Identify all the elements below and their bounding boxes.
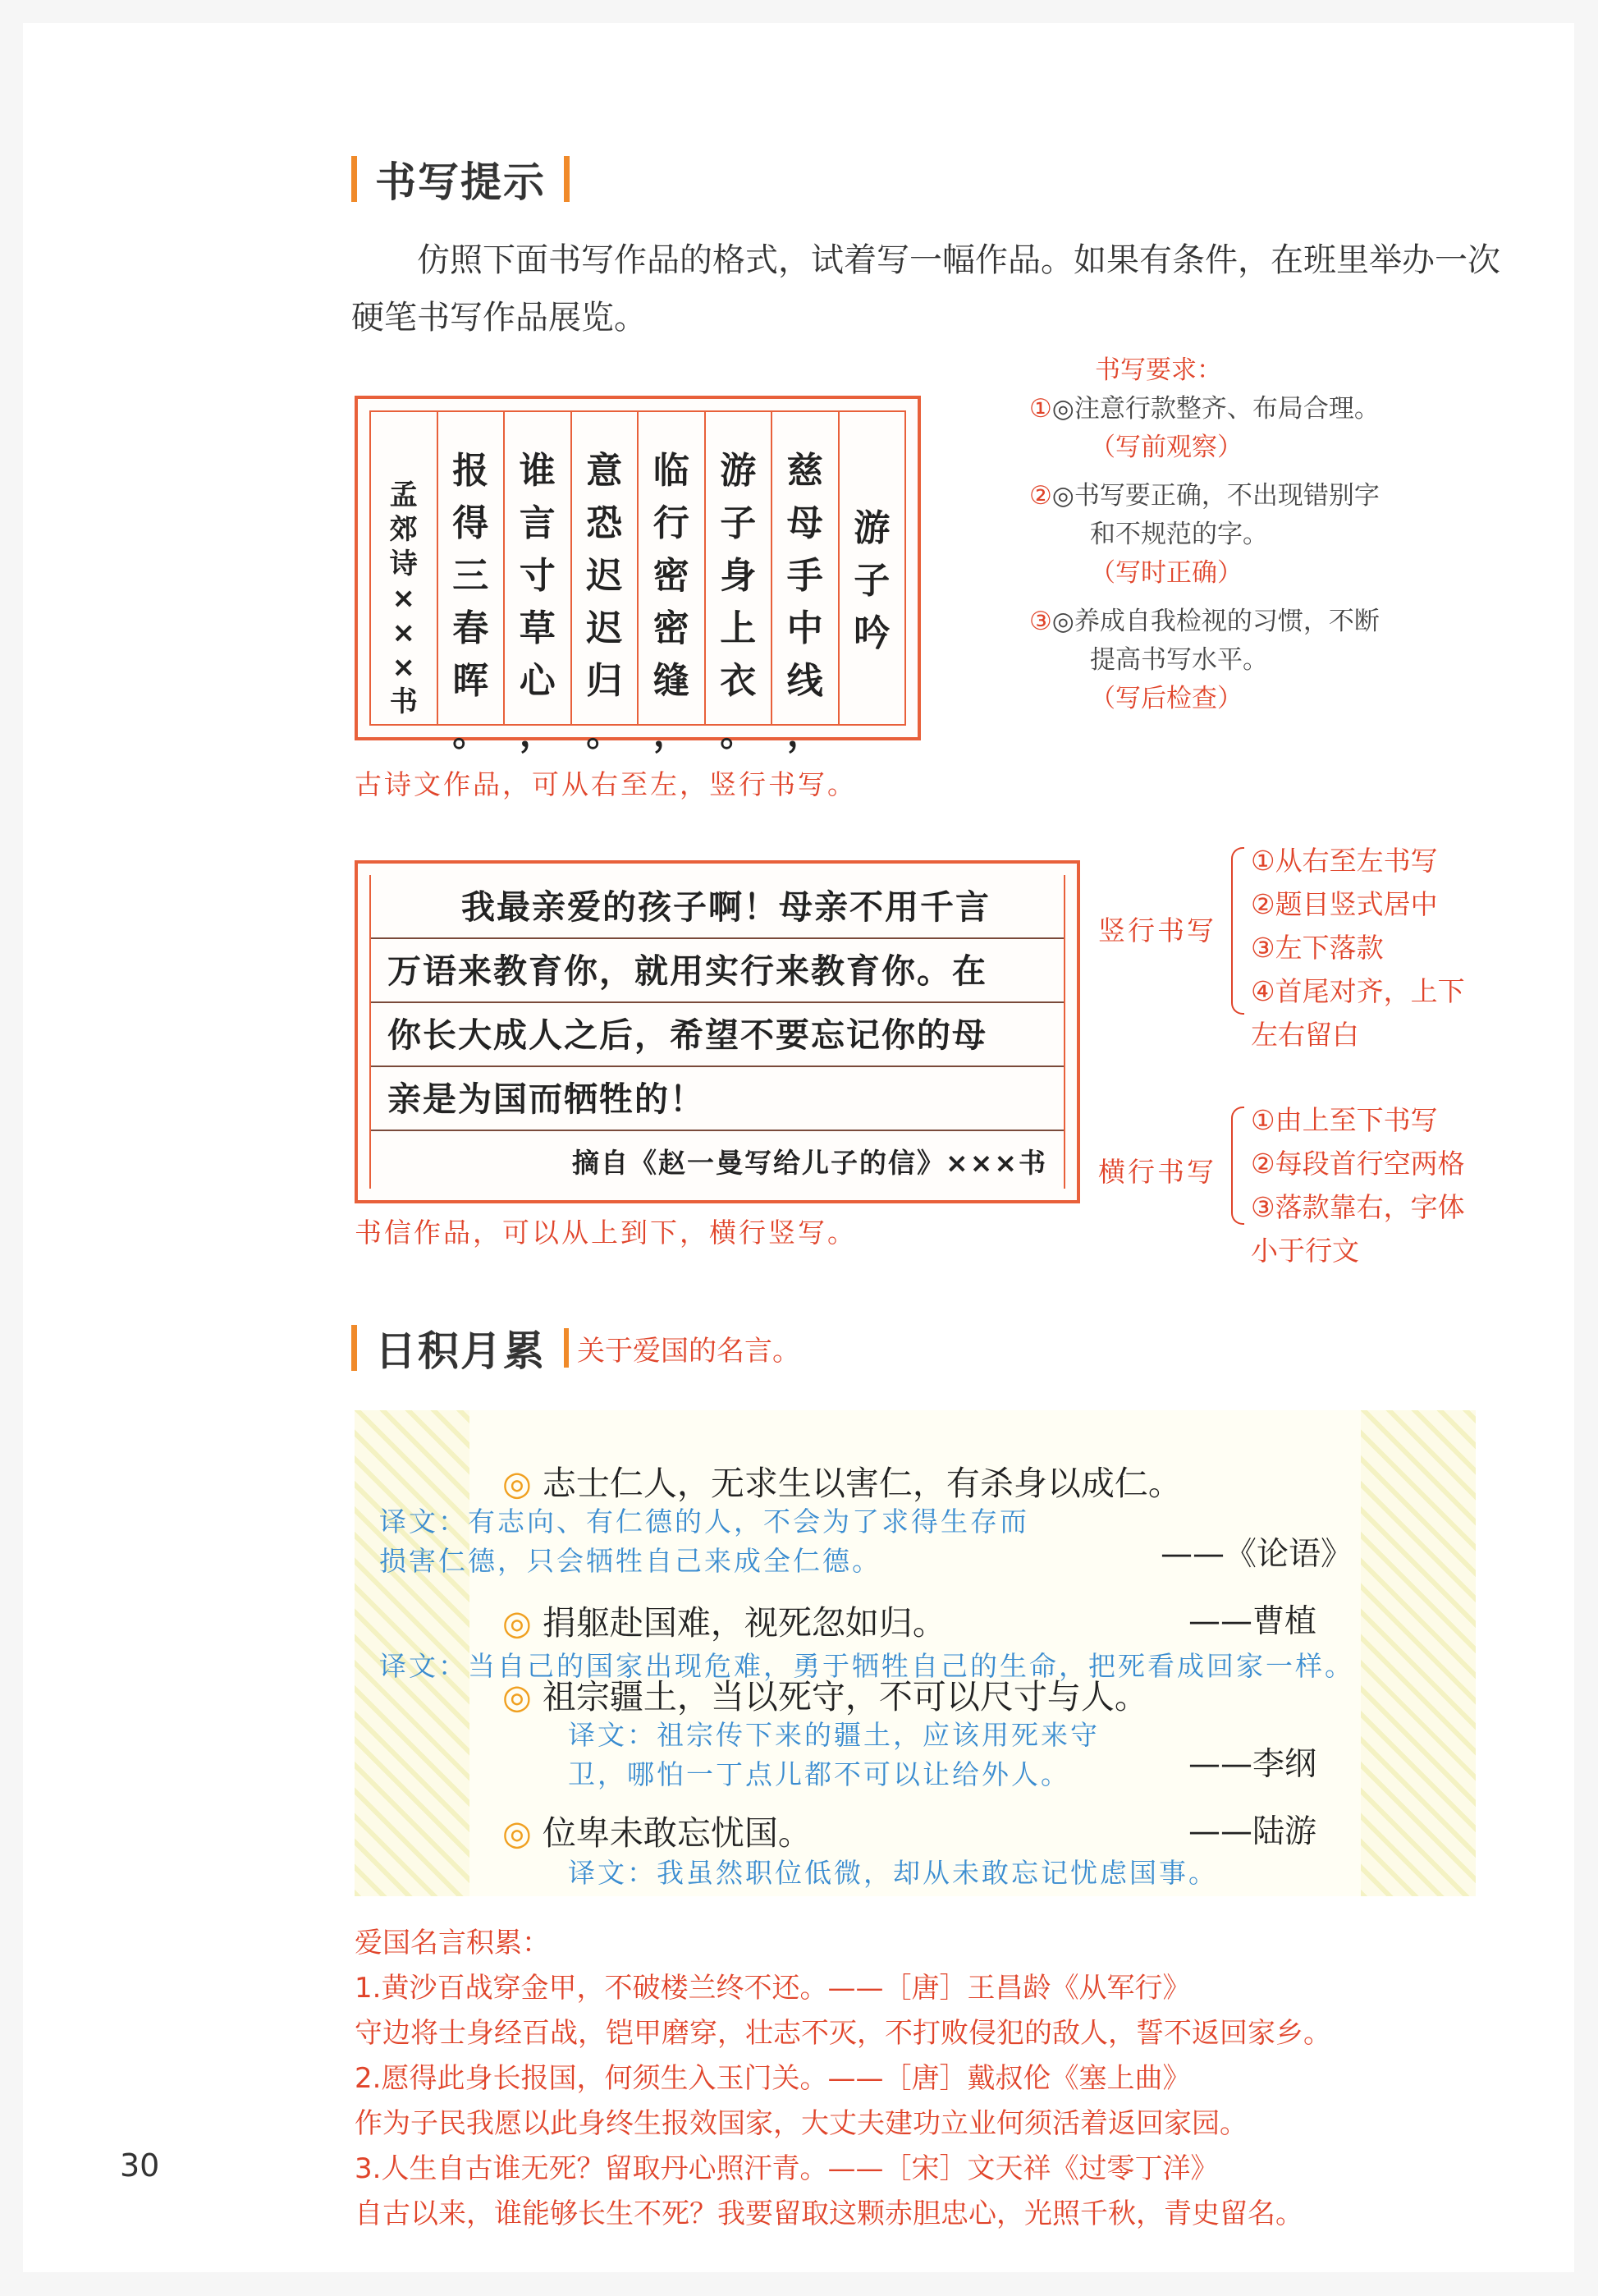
patriotic-quotes-notes — [355, 1921, 1536, 2237]
poem-column-title — [838, 412, 905, 724]
quotes-panel — [355, 1410, 1476, 1896]
poem-column-line — [637, 412, 704, 754]
notes-title: 爱国名言积累： — [355, 1927, 550, 1959]
poem-column-line — [570, 412, 638, 754]
poem-character: ， — [519, 713, 556, 754]
quote-source: ——曹植 — [1188, 1603, 1317, 1640]
poem-columns — [369, 410, 906, 754]
section-heading-daily — [351, 1318, 800, 1377]
poem-character: 慈 — [786, 450, 823, 492]
poem-column-line — [437, 412, 504, 754]
letter-line: 我最亲爱的孩子啊！母亲不用千言 — [371, 875, 1064, 939]
poem-character: 迟 — [586, 555, 623, 597]
poem-character: 得 — [452, 502, 489, 544]
poem-character: 报 — [452, 450, 489, 492]
poem-character: 孟 — [389, 479, 418, 511]
heading-bar-right — [564, 1328, 569, 1368]
poem-character: 诗 — [389, 548, 418, 580]
letter-line: 亲是为国而牺牲的！ — [371, 1067, 1064, 1131]
poem-character: 。 — [720, 713, 757, 754]
quote-bullet-icon: ◎ — [502, 1603, 532, 1643]
poem-artwork-frame — [355, 396, 921, 754]
poem-character: 身 — [720, 555, 757, 597]
section-title: 日积月累 — [375, 1327, 546, 1375]
poem-character: 吟 — [854, 612, 891, 654]
poem-character: 线 — [786, 660, 823, 702]
poem-character: 恐 — [586, 502, 623, 544]
brace-icon — [1231, 1107, 1244, 1225]
notes-line: 守边将士身经百战，铠甲磨穿，壮志不灭，不打败侵犯的敌人，誓不返回家乡。 — [355, 2017, 1331, 2050]
requirement-item: ①◎注意行款整齐、布局合理。 （写前观察） — [1029, 394, 1380, 462]
quote-translation: 卫，哪怕一丁点儿都不可以让给外人。 — [568, 1758, 1070, 1790]
heading-bar-right — [564, 156, 570, 202]
notes-line: 作为子民我愿以此身终生报效国家，大丈夫建功立业何须活着返回家园。 — [355, 2107, 1248, 2140]
section-heading-writing-tips — [351, 149, 570, 209]
notes-line: 3.人生自古谁无死？留取丹心照汗青。——［宋］文天祥《过零丁洋》 — [355, 2152, 1219, 2185]
letter-line: 你长大成人之后，希望不要忘记你的母 — [371, 1003, 1064, 1067]
letter-line: 万语来教育你，就用实行来教育你。在 — [371, 939, 1064, 1003]
intro-paragraph: 仿照下面书写作品的格式，试着写一幅作品。如果有条件，在班里举办一次硬笔书写作品展览。 — [351, 241, 1500, 337]
letter-signature: 摘自《赵一曼写给儿子的信》×××书 — [572, 1147, 1047, 1179]
quote-line: ◎ 祖宗疆土，当以死守，不可以尺寸与人。 — [502, 1677, 1148, 1716]
notes-line: 2.愿得此身长报国，何须生入玉门关。——［唐］戴叔伦《塞上曲》 — [355, 2062, 1191, 2095]
page-number: 30 — [120, 2147, 160, 2184]
poem-character: 游 — [854, 507, 891, 549]
horizontal-writing-notes: ①由上至下书写 ②每段首行空两格 ③落款靠右，字体 小于行文 — [1251, 1104, 1465, 1267]
poem-character: × — [391, 616, 415, 649]
quote-source: ——陆游 — [1188, 1813, 1317, 1850]
brace-icon — [1231, 847, 1244, 1015]
poem-caption: 古诗文作品，可从右至左，竖行书写。 — [355, 768, 857, 800]
notes-line: 1.黄沙百战穿金甲，不破楼兰终不还。——［唐］王昌龄《从军行》 — [355, 1972, 1191, 2005]
quote-translation: 译文：有志向、有仁德的人，不会为了求得生存而 — [379, 1505, 1029, 1538]
poem-character: 中 — [786, 607, 823, 649]
requirement-item: ③◎养成自我检视的习惯，不断 提高书写水平。 （写后检查） — [1029, 607, 1380, 713]
poem-character: × — [391, 582, 415, 615]
letter-caption: 书信作品，可以从上到下，横行竖写。 — [355, 1217, 857, 1249]
section-title: 书写提示 — [375, 158, 546, 206]
poem-character: 三 — [452, 555, 489, 597]
requirement-item: ②◎书写要正确，不出现错别字 和不规范的字。 （写时正确） — [1029, 481, 1380, 588]
poem-column-line — [704, 412, 772, 754]
poem-column-author — [371, 412, 437, 724]
quote-line: ◎ 志士仁人，无求生以害仁，有杀身以成仁。 — [502, 1464, 1182, 1503]
poem-character: 言 — [519, 502, 556, 544]
poem-column-line — [771, 412, 838, 754]
quote-translation: 译文：我虽然职位低微，却从未敢忘记忧虑国事。 — [568, 1857, 1218, 1889]
vertical-writing-notes: ①从右至左书写 ②题目竖式居中 ③左下落款 ④首尾对齐，上下 左右留白 — [1251, 845, 1465, 1051]
poem-character: 书 — [389, 685, 418, 718]
requirements-title: 书写要求： — [1095, 355, 1222, 385]
poem-character: 心 — [519, 660, 556, 702]
quote-translation: 译文：当自己的国家出现危难，勇于牺牲自己的生命，把死看成回家一样。 — [379, 1650, 1354, 1682]
quote-source: ——李纲 — [1188, 1746, 1317, 1783]
poem-character: 临 — [652, 450, 689, 492]
letter-lines — [369, 875, 1065, 1189]
poem-character: 归 — [586, 660, 623, 702]
poem-character: 谁 — [519, 450, 556, 492]
quote-bullet-icon: ◎ — [502, 1677, 532, 1716]
poem-character: 春 — [452, 607, 489, 649]
poem-character: 游 — [720, 450, 757, 492]
poem-character: 母 — [786, 502, 823, 544]
poem-column-line — [503, 412, 570, 754]
horizontal-writing-label: 横行书写 — [1098, 1156, 1216, 1188]
poem-character: ， — [652, 713, 689, 754]
quote-source: ——《论语》 — [1161, 1536, 1353, 1573]
quote-translation: 译文：祖宗传下来的疆土，应该用死来守 — [568, 1719, 1100, 1751]
poem-character: 子 — [720, 502, 757, 544]
heading-bar-left — [351, 156, 357, 202]
notes-line: 自古以来，谁能够长生不死？我要留取这颗赤胆忠心，光照千秋，青史留名。 — [355, 2197, 1303, 2230]
letter-artwork-frame — [355, 860, 1080, 1203]
poem-character: 手 — [786, 555, 823, 597]
poem-character: 衣 — [720, 660, 757, 702]
poem-character: 郊 — [389, 513, 418, 546]
quote-bullet-icon: ◎ — [502, 1813, 532, 1853]
poem-character: 晖 — [452, 660, 489, 702]
quote-translation: 损害仁德，只会牺牲自己来成全仁德。 — [379, 1545, 881, 1577]
poem-character: 意 — [586, 450, 623, 492]
writing-requirements — [1029, 351, 1489, 718]
poem-character: 。 — [586, 713, 623, 754]
poem-character: 。 — [452, 713, 489, 754]
poem-character: × — [391, 651, 415, 684]
poem-character: 缝 — [652, 660, 689, 702]
poem-character: 子 — [854, 560, 891, 602]
section-subtitle: 关于爱国的名言。 — [577, 1334, 800, 1368]
poem-character: ， — [786, 713, 823, 754]
ornament-right — [1361, 1410, 1476, 1896]
heading-bar-left — [351, 1325, 357, 1371]
poem-character: 草 — [519, 607, 556, 649]
quote-bullet-icon: ◎ — [502, 1464, 532, 1503]
quote-line: ◎ 捐躯赴国难，视死忽如归。 — [502, 1603, 946, 1643]
quote-line: ◎ 位卑未敢忘忧国。 — [502, 1813, 812, 1853]
poem-character: 上 — [720, 607, 757, 649]
poem-character: 行 — [652, 502, 689, 544]
poem-character: 密 — [652, 555, 689, 597]
poem-character: 密 — [652, 607, 689, 649]
poem-character: 寸 — [519, 555, 556, 597]
vertical-writing-label: 竖行书写 — [1098, 914, 1216, 946]
poem-character: 迟 — [586, 607, 623, 649]
